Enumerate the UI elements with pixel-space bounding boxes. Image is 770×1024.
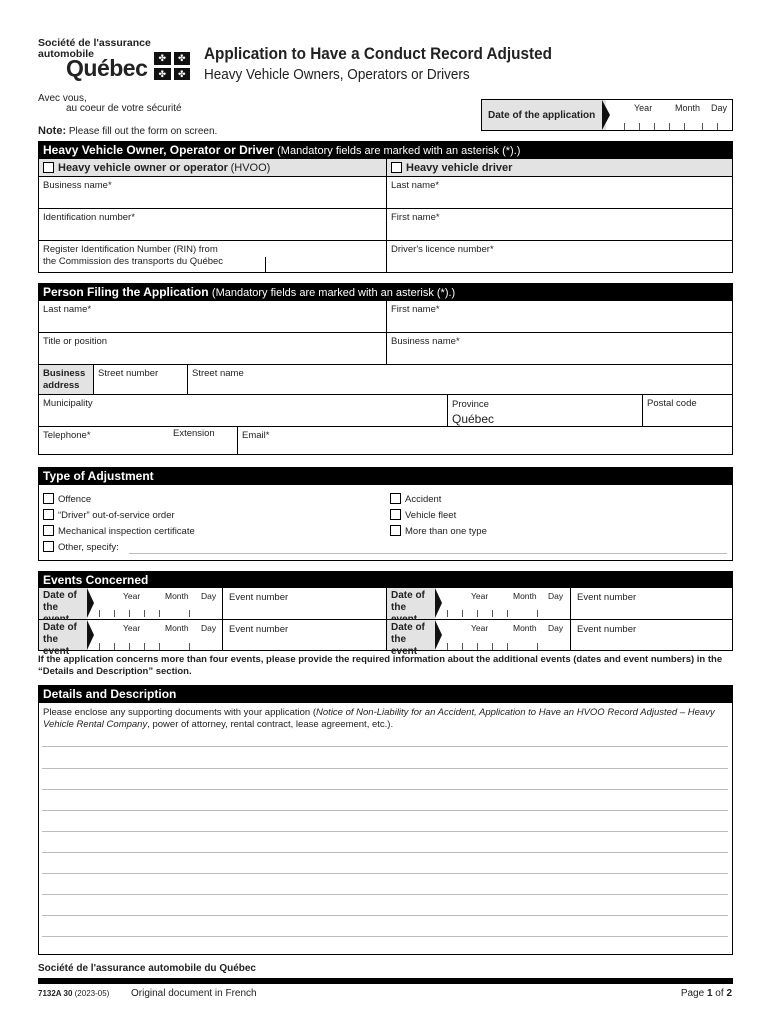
event2-number-field[interactable]: Event number	[577, 592, 637, 603]
original-document-note: Original document in French	[131, 988, 257, 999]
hvoo-checkbox[interactable]	[43, 162, 54, 173]
arrow-icon	[435, 588, 442, 618]
event4-date-label: Date of the event	[387, 620, 435, 650]
form-subtitle: Heavy Vehicle Owners, Operators or Drivers	[204, 66, 470, 83]
day-label: Day	[548, 591, 564, 601]
event2-date-label: Date of the	[387, 588, 435, 619]
driver-first-name-field[interactable]: First name*	[387, 209, 732, 241]
event1-date-label: Date of the	[39, 588, 87, 619]
year-label: Year	[471, 591, 489, 601]
province-field[interactable]: Province Québec	[448, 395, 642, 427]
year-label: Year	[123, 623, 141, 633]
street-number-field[interactable]: Street number	[94, 365, 187, 395]
month-label: Month	[513, 591, 537, 601]
day-label: Day	[201, 623, 217, 633]
details-instructions: Please enclose any supporting documents with your application (Notice of Non-Liability for an Accident, Application to Have an HVOO Record Adjusted – Heavy Vehicle Rental Company, power of attorney, rental contract, lease agreement, etc.).	[43, 707, 715, 730]
owner-driver-box	[38, 158, 733, 273]
option-driver-out-of-service[interactable]: “Driver” out-of-service order	[43, 509, 175, 521]
quebec-logo-text: Québec	[66, 55, 148, 81]
details-line[interactable]	[42, 831, 728, 832]
quebec-flag-icon: ✤ ✤ ✤ ✤	[154, 52, 190, 80]
day-label: Day	[711, 103, 728, 113]
postal-code-field[interactable]: Postal code	[643, 395, 732, 427]
extension-field[interactable]: Extension	[173, 428, 215, 439]
section-owner-operator-driver: Heavy Vehicle Owner, Operator or Driver (Mandatory fields are marked with an asterisk (*).)	[38, 141, 733, 158]
month-label: Month	[165, 623, 189, 633]
accident-checkbox[interactable]	[390, 493, 401, 504]
form-code: 7132A 30 (2023-05)	[38, 989, 110, 998]
option-offence[interactable]: Offence	[43, 493, 91, 505]
other-checkbox[interactable]	[43, 541, 54, 552]
details-line[interactable]	[42, 768, 728, 769]
slogan-line2: au coeur de votre sécurité	[66, 103, 182, 114]
street-name-field[interactable]: Street name	[188, 365, 732, 395]
section-type-of-adjustment: Type of Adjustment	[38, 467, 733, 484]
footer-divider	[38, 978, 733, 984]
event1-number-field[interactable]: Event number	[229, 592, 289, 603]
mechanical-checkbox[interactable]	[43, 525, 54, 536]
event4-number-field[interactable]: Event number	[577, 624, 637, 635]
fleet-checkbox[interactable]	[390, 509, 401, 520]
day-label: Day	[201, 591, 217, 601]
driver-option[interactable]: Heavy vehicle driver	[387, 159, 732, 177]
events-box	[38, 587, 733, 657]
section-person-filing: Person Filing the Application (Mandatory fields are marked with an asterisk (*).)	[38, 283, 733, 300]
month-label: Month	[165, 591, 189, 601]
org-name-line2: automobile	[38, 48, 95, 60]
licence-number-field[interactable]: Driver's licence number*	[391, 244, 494, 255]
application-date-label: Date of the application	[482, 100, 606, 130]
event3-number-field[interactable]: Event number	[229, 624, 289, 635]
rin-field[interactable]: Register Identification Number (RIN) from the Commission des transports du Québec	[43, 244, 224, 267]
org-name-line1: Société de l'assurance	[38, 37, 151, 49]
arrow-icon	[87, 588, 94, 618]
form-title: Application to Have a Conduct Record Adjusted	[204, 44, 552, 63]
other-specify-input[interactable]	[129, 553, 727, 554]
details-line[interactable]	[42, 873, 728, 874]
filer-last-name-field[interactable]: Last name*	[39, 301, 386, 333]
hvoo-option[interactable]: Heavy vehicle owner or operator (HVOO)	[39, 159, 386, 177]
telephone-field[interactable]: Telephone*	[43, 430, 91, 441]
option-other[interactable]: Other, specify:	[43, 541, 119, 553]
details-box[interactable]	[38, 702, 733, 955]
details-line[interactable]	[42, 789, 728, 790]
business-name-field[interactable]: Business name*	[39, 177, 386, 209]
details-line[interactable]	[42, 810, 728, 811]
offence-checkbox[interactable]	[43, 493, 54, 504]
email-field[interactable]: Email*	[242, 430, 270, 441]
footer-org: Société de l'assurance automobile du Québec	[38, 963, 256, 974]
year-label: Year	[471, 623, 489, 633]
option-more-than-one[interactable]: More than one type	[390, 525, 487, 537]
details-line[interactable]	[42, 852, 728, 853]
event3-date-label: Date of the event	[39, 620, 87, 650]
application-date-field[interactable]	[481, 99, 733, 131]
year-label: Year	[634, 103, 653, 113]
section-details-description: Details and Description	[38, 685, 733, 702]
adjustment-type-box	[38, 484, 733, 561]
arrow-icon	[87, 620, 94, 650]
title-position-field[interactable]: Title or position	[39, 333, 386, 365]
section-events-concerned: Events Concerned	[38, 571, 733, 588]
more-types-checkbox[interactable]	[390, 525, 401, 536]
arrow-icon	[435, 620, 442, 650]
page-number: Page 1 of 2	[680, 988, 732, 999]
details-line[interactable]	[42, 915, 728, 916]
slogan-line1: Avec vous,	[38, 93, 87, 104]
events-note: If the application concerns more than four events, please provide the required information about the additional events (dates and event numbers) in the “Details and Description” section.	[38, 654, 723, 677]
form-note: Note: Please fill out the form on screen.	[38, 125, 218, 137]
option-mechanical-inspection[interactable]: Mechanical inspection certificate	[43, 525, 195, 537]
filer-first-name-field[interactable]: First name*	[387, 301, 732, 333]
details-line[interactable]	[42, 746, 728, 747]
identification-number-field[interactable]: Identification number*	[39, 209, 386, 241]
details-line[interactable]	[42, 894, 728, 895]
municipality-field[interactable]: Municipality	[39, 395, 447, 427]
arrow-icon	[602, 100, 610, 130]
option-vehicle-fleet[interactable]: Vehicle fleet	[390, 509, 456, 521]
business-address-label: Business address	[39, 365, 93, 395]
person-filing-box	[38, 300, 733, 455]
driver-last-name-field[interactable]: Last name*	[387, 177, 732, 209]
oos-checkbox[interactable]	[43, 509, 54, 520]
month-label: Month	[675, 103, 701, 113]
year-label: Year	[123, 591, 141, 601]
details-line[interactable]	[42, 936, 728, 937]
option-accident[interactable]: Accident	[390, 493, 441, 505]
day-label: Day	[548, 623, 564, 633]
filer-business-name-field[interactable]: Business name*	[387, 333, 732, 365]
driver-checkbox[interactable]	[391, 162, 402, 173]
month-label: Month	[513, 623, 537, 633]
